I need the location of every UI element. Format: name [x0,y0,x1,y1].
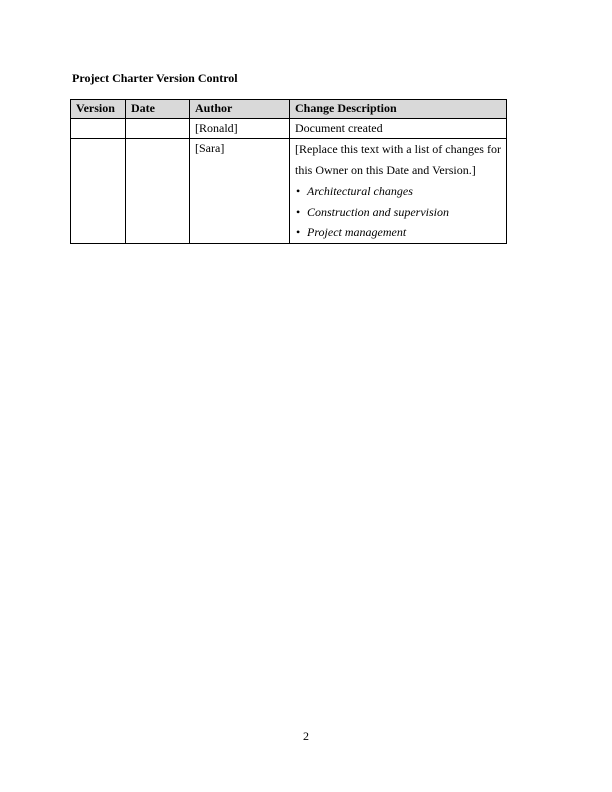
header-version: Version [71,100,126,119]
document-title: Project Charter Version Control [72,71,238,85]
list-item [295,181,501,202]
table-header-row [71,100,507,119]
list-item [295,202,501,223]
cell-version [71,119,126,139]
bullet-icon: • [296,184,301,198]
cell-change-description: Document created [290,119,507,139]
bullet-text: Architectural changes [307,184,413,198]
header-author: Author [190,100,290,119]
page-number: 2 [303,729,309,743]
bullet-text: Project management [307,225,407,239]
table-row [71,119,507,139]
header-change-description: Change Description [290,100,507,119]
cell-version [71,139,126,244]
bullet-icon: • [296,204,301,219]
cell-change-description [290,139,507,244]
bullet-text: Construction and supervision [307,204,450,219]
bullet-icon: • [296,225,301,239]
change-description-text: [Replace this text with a list of changes for this Owner on this Date and Version.] [295,142,501,177]
list-item [295,222,501,243]
change-bullet-list [295,181,501,243]
version-control-table [70,99,507,244]
cell-date [126,139,190,244]
cell-date [126,119,190,139]
cell-author: [Sara] [190,139,290,244]
header-date: Date [126,100,190,119]
table-row [71,139,507,244]
cell-author: [Ronald] [190,119,290,139]
